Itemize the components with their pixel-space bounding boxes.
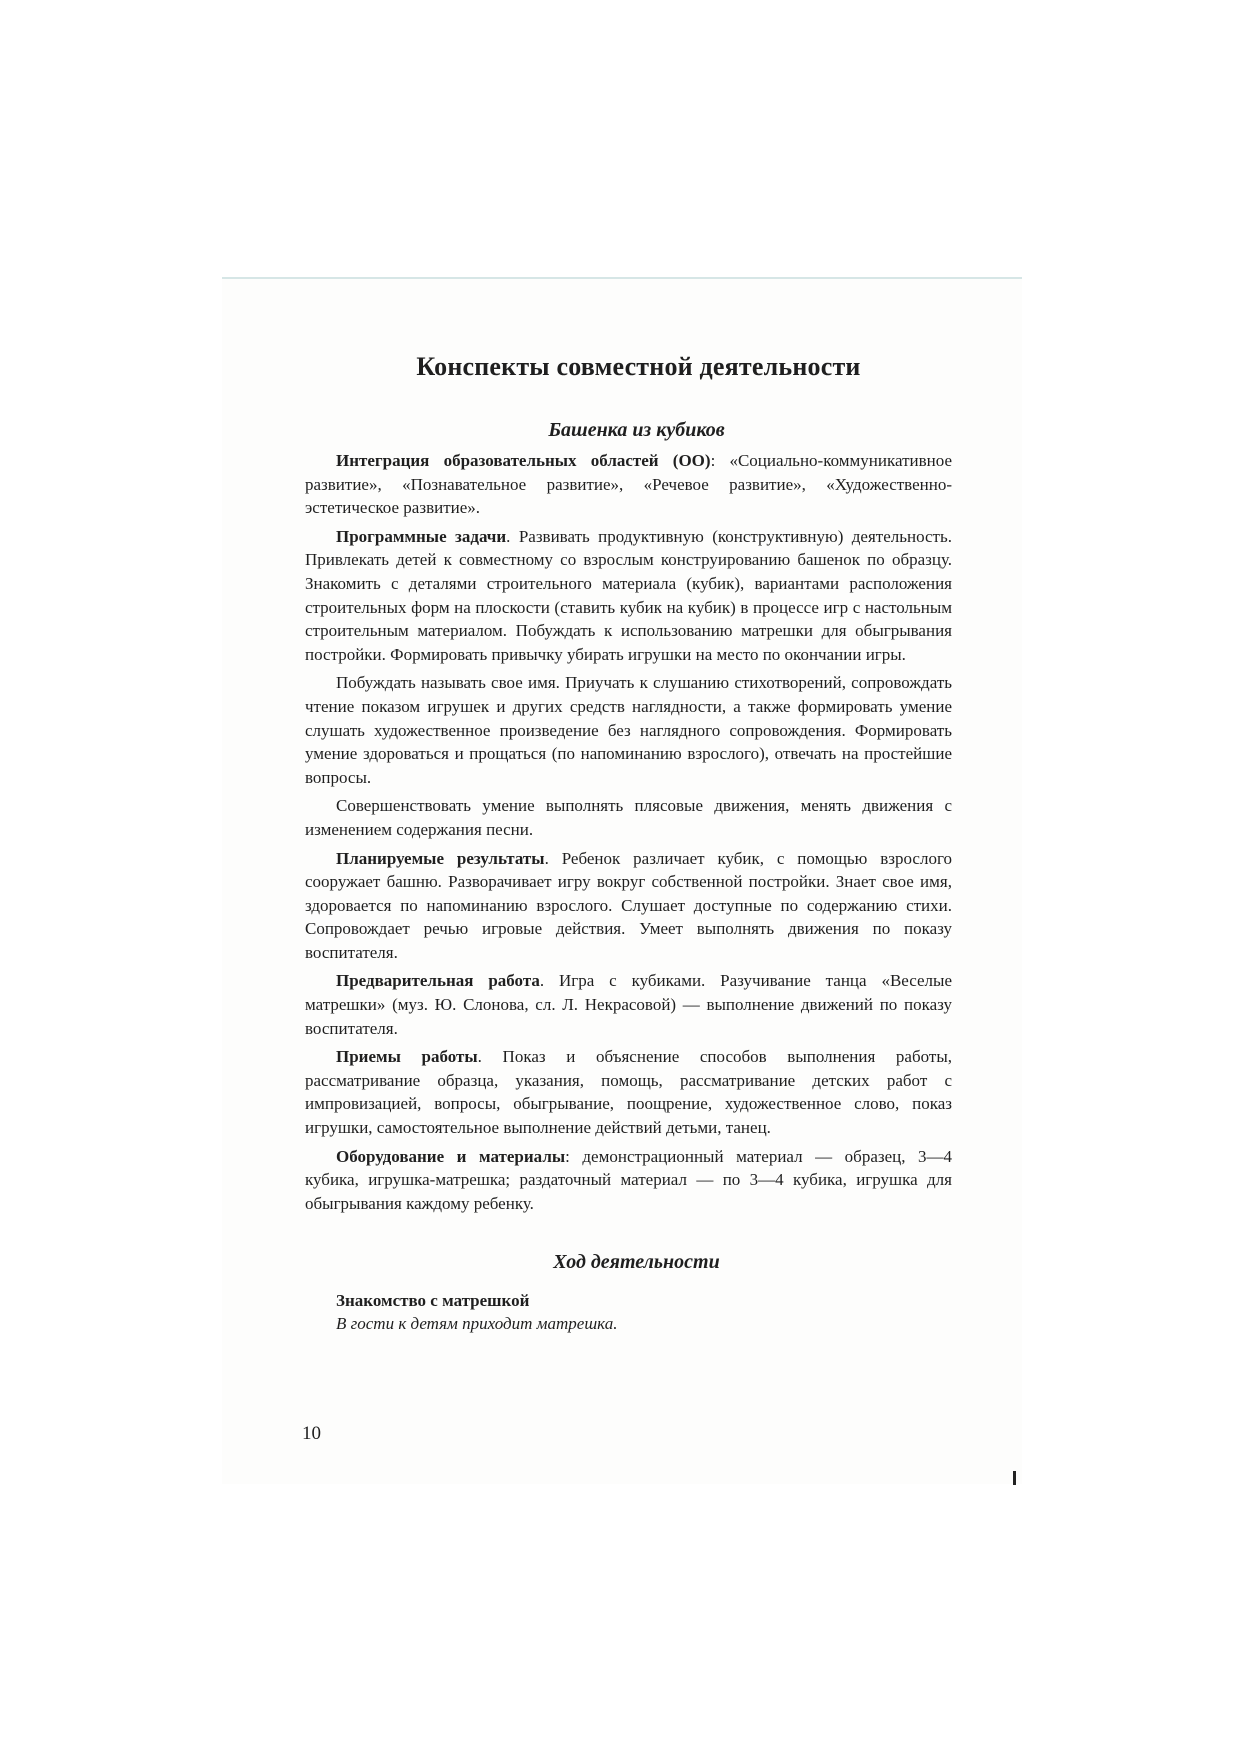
- paragraph-integration: [305, 449, 952, 520]
- page-title: Конспекты совместной деятельности: [416, 352, 861, 381]
- paragraph-label: Предварительная работа: [336, 971, 540, 991]
- scan-mark: [1013, 1471, 1016, 1485]
- page-content: [305, 350, 952, 1336]
- paragraph-text: : демонстрационный материал — образец, 3—4 кубика, игрушка-матрешка; раздаточный материал — по 3—4 кубика, игрушка для обыгрывания каждому ребенку.: [305, 1146, 952, 1213]
- paragraph-work-methods: [305, 1045, 952, 1139]
- paragraph-text: . Развивать продуктивную (конструктивную) деятельность. Привлекать детей к совместному со взрослым конструированию башенок по образцу. Знакомить с деталями строительного материала (кубик), вариантами расположения строительных форм на плоскости (ставить кубик на кубик) в процессе игр с настольным строительным материалом. Побуждать к использованию матрешки для обыгрывания постройки. Формировать привычку убирать игрушки на место по окончании игры.: [305, 526, 952, 664]
- paragraph-equipment: [305, 1145, 952, 1216]
- activity-course-title: Ход деятельности: [553, 1251, 720, 1274]
- subheading-matryoshka: Знакомство с матрешкой: [336, 1291, 530, 1311]
- paragraph-program-tasks: [305, 525, 952, 667]
- stage-note: В гости к детям приходит матрешка.: [336, 1314, 618, 1334]
- paragraph-speech-tasks: [305, 671, 952, 789]
- page-number: 10: [302, 1423, 321, 1444]
- paragraph-text: . Показ и объяснение способов выполнения работы, рассматривание образца, указания, помощь, рассматривание детских работ с импровизацией, вопросы, обыгрывание, поощрение, художественное слово, показ игрушки, самостоятельное выполнение действий детьми, танец.: [305, 1047, 952, 1138]
- section-title: Башенка из кубиков: [548, 419, 725, 441]
- paragraph-label: Программные задачи: [336, 526, 507, 546]
- paragraph-text: Побуждать называть свое имя. Приучать к слушанию стихотворений, сопровождать чтение показом игрушек и других средств наглядности, а также формировать умение слушать художественное произведение без наглядного сопровождения. Формировать умение здороваться и прощаться (по напоминанию взрослого), отвечать на простейшие вопросы.: [305, 673, 952, 787]
- paragraph-planned-results: [305, 847, 952, 965]
- paragraph-text: . Игра с кубиками. Разучивание танца «Веселые матрешки» (муз. Ю. Слонова, сл. Л. Некрасовой) — выполнение движений по показу воспитателя.: [305, 971, 952, 1038]
- top-rule: [222, 277, 1022, 279]
- paragraph-label: Оборудование и материалы: [336, 1146, 566, 1166]
- paragraph-label: Интеграция образовательных областей (ОО): [336, 451, 711, 470]
- paragraph-dance-tasks: [305, 794, 952, 841]
- paragraph-text: : «Социально-коммуникативное развитие», «Познавательное развитие», «Речевое развитие», «Художественно-эстетическое развитие».: [305, 451, 952, 518]
- paragraph-text: . Ребенок различает кубик, с помощью взрослого сооружает башню. Разворачивает игру вокруг собственной постройки. Знает свое имя, здоровается по напоминанию взрослого. Слушает доступные по содержанию стихи. Сопровождает речью игровые действия. Умеет выполнять движения по показу воспитателя.: [305, 848, 952, 962]
- paragraph-label: Планируемые результаты: [336, 848, 545, 868]
- paragraph-text: Совершенствовать умение выполнять плясовые движения, менять движения с изменением содержания песни.: [305, 796, 952, 839]
- paragraph-label: Приемы работы: [336, 1047, 478, 1067]
- paragraph-preliminary-work: [305, 969, 952, 1040]
